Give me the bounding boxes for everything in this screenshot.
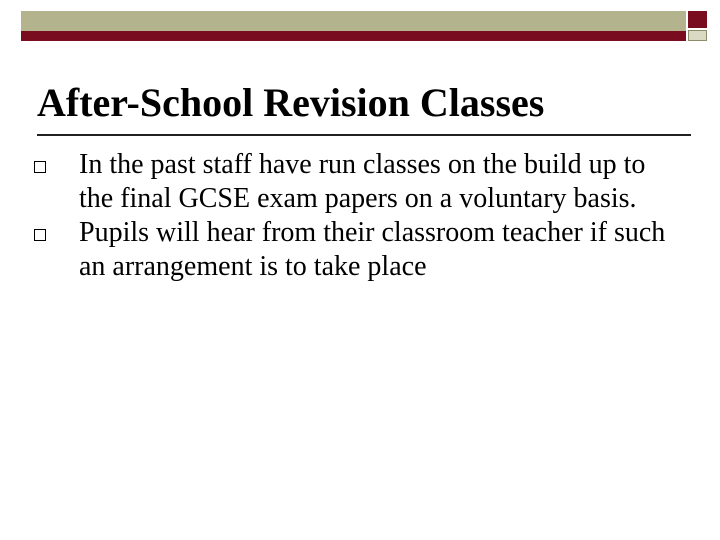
slide-title: After-School Revision Classes (37, 80, 545, 125)
bullet-list (34, 148, 684, 284)
bullet-text: Pupils will hear from their classroom teacher if such an arrangement is to take place (79, 217, 666, 282)
header-corner-square-icon (688, 11, 707, 28)
hollow-square-bullet-icon (34, 229, 46, 241)
decorative-header-band (21, 11, 708, 41)
header-band-olive-stripe (21, 11, 686, 31)
bullet-text: In the past staff have run classes on the build up to the final GCSE exam papers on a voluntary basis. (79, 149, 646, 214)
hollow-square-bullet-icon (34, 161, 46, 173)
title-underline-divider (37, 134, 691, 136)
bullet-item (34, 216, 684, 284)
header-corner-box-icon (688, 30, 707, 41)
header-band-maroon-stripe (21, 31, 686, 41)
bullet-item (34, 148, 684, 216)
